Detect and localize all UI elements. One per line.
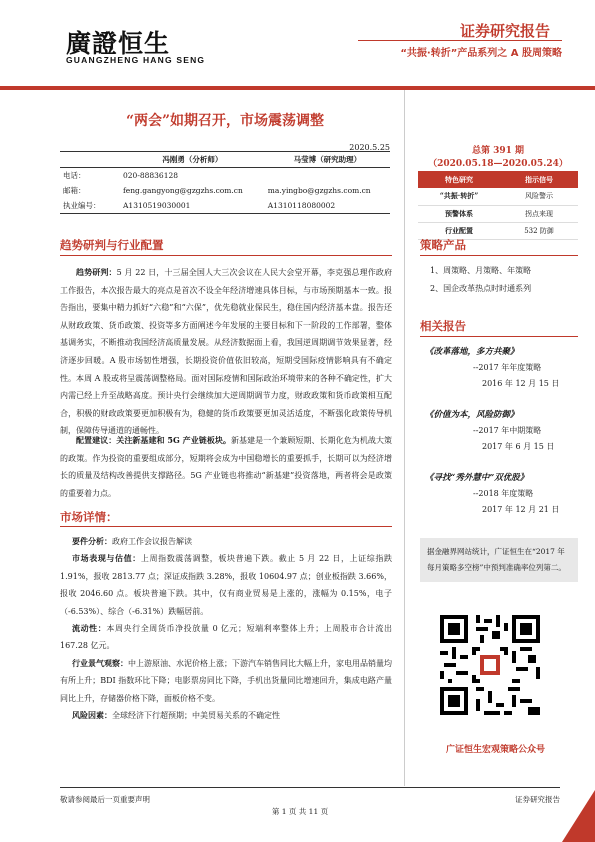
- analyst-email-2[interactable]: ma.yingbo@gzgzhs.com.cn: [267, 186, 371, 195]
- email-label: 邮箱：: [63, 186, 86, 195]
- analyst-phone-2: [265, 168, 390, 184]
- feature-header: 特色研究: [418, 171, 500, 188]
- analyst-table: [60, 151, 390, 214]
- related-report-type: --2018 年度策略: [473, 489, 534, 498]
- report-date: 2020.5.25: [349, 143, 390, 152]
- product-item: 1、周策略、月策略、年策略: [430, 266, 532, 275]
- trend-paragraph: [60, 264, 392, 440]
- footer-rule: [60, 787, 560, 788]
- ranking-note: 据金融界网站统计，广证恒生在“2017 年每月策略多空榜”中预判准确率位列第二。: [420, 538, 578, 582]
- header-divider: [358, 40, 562, 41]
- section-divider: [420, 336, 578, 337]
- analyst-name-2: 马莹博（研究助理）: [265, 152, 390, 168]
- section-divider: [60, 526, 392, 527]
- feature-signal-table: [418, 171, 578, 240]
- page-number: 第 1 页 共 11 页: [271, 807, 329, 816]
- signal-header: 指示信号: [500, 171, 578, 188]
- report-type: 证券研究报告: [459, 22, 550, 40]
- qr-code-icon[interactable]: [440, 615, 540, 715]
- allocation-lead: 配置建议：关注新基建和 5G 产业链板块。: [76, 435, 231, 445]
- related-report-title[interactable]: 《改革落地，多方共聚》: [425, 347, 519, 357]
- products-list: [430, 262, 580, 298]
- column-divider: [404, 90, 405, 786]
- related-report-title[interactable]: 《价值为本，风险防御》: [425, 410, 519, 420]
- market-item: 市场表现与估值：上周指数震荡调整，板块普遍下跌。截止 5 月 22 日，上证综指跌 1.91%，报收 2813.77 点；深证成指跌 3.28%，报收 10604.97 点；创业板指跌 3.66%，报收 2046.60 点。板块普遍下跌。其中，仅有商业贸易是上涨的，涨幅为 0.15%，电子（-6.53%）、综合（-6.31%）跌幅居前。: [60, 553, 392, 616]
- related-report-type: --2017 年中期策略: [473, 426, 542, 435]
- related-report-date: 2016 年 12 月 15 日: [482, 379, 560, 388]
- related-report[interactable]: [425, 471, 575, 515]
- qr-caption: 广证恒生宏观策略公众号: [445, 745, 545, 755]
- corner-decoration: [562, 790, 595, 842]
- analyst-license-1: A1310519030001: [120, 198, 265, 214]
- trend-lead: 趋势研判：: [76, 267, 117, 277]
- related-report-title[interactable]: 《寻找“秀外慧中”双优股》: [425, 473, 529, 483]
- related-report-type: --2017 年年度策略: [473, 363, 542, 372]
- feature-row-value: 拐点来现: [500, 205, 578, 222]
- feature-row-key: 预警体系: [418, 205, 500, 222]
- market-item: 流动性：本周央行全周货币净投放量 0 亿元；短端利率整体上升；上周股市合计流出 167.28 亿元。: [60, 623, 392, 651]
- feature-row-value: 风险警示: [500, 188, 578, 205]
- section-title-trend: 趋势研判与行业配置: [60, 238, 164, 252]
- related-report[interactable]: [425, 408, 575, 452]
- market-item: 要件分析：政府工作会议报告解读: [72, 536, 192, 546]
- analyst-email-1[interactable]: feng.gangyong@gzgzhs.com.cn: [123, 186, 243, 195]
- analyst-phone-1: 020-88836128: [123, 171, 179, 180]
- allocation-paragraph: [60, 432, 392, 502]
- product-item: 2、国企改革热点时时通系列: [430, 284, 532, 293]
- related-title: 相关报告: [420, 319, 466, 333]
- report-title: “两会”如期召开，市场震荡调整: [125, 113, 325, 129]
- trend-text: 5 月 22 日，十三届全国人大三次会议在人民大会堂开幕，李克强总理作政府工作报告，本次报告最大的亮点是首次不设全年经济增速具体目标，与市场预期基本一致。报告指出，要集中精力抓好“六稳”和“六保”，优先稳就业保民生，稳住国内经济基本盘。报告还从财政政策、货币政策、投资等多方面阐述今年发展的主要目标和下一阶段的工作部署，整体基调务实，不断推动我国经济高质量发展。从经济数据面上看，我国逆周期调节效果显著，经济逐步回暖。A 股市场韧性增强，长期投资价值依旧较高，短期受国际疫情影响具有不确定性。本周 A 股或将呈震荡调整格局。面对国际疫情和国际政治环境带来的各种不确定性，扩大内需已经上升至战略高度。预计央行会继续加大逆周期调节力度，财政政策和货币政策相互配合，积极的财政政策要更加积极有为，稳健的货币政策要更加灵活适度，不断强化政策传导机制，保障传导通道的通畅性。: [60, 268, 392, 436]
- issue-number: 总第 391 期: [471, 146, 525, 156]
- related-report-date: 2017 年 12 月 21 日: [482, 505, 560, 514]
- section-divider: [420, 255, 578, 256]
- allocation-text: 新基建是一个兼顾短期、长期化危为机战大策的政策。作为投资的重要组成部分，短期将会成为中国稳增长的重要抓手，长期可以为经济增长的质量及结构改善提供支撑路径。5G 产业链也将推动“新基建”投资落地，两者将会是政策的重要着力点。: [60, 436, 392, 498]
- footer-report-type: 证券研究报告: [515, 795, 560, 804]
- related-report-date: 2017 年 6 月 15 日: [482, 442, 555, 451]
- header-rule: [0, 86, 595, 90]
- products-title: 策略产品: [420, 238, 466, 252]
- logo-english: GUANGZHENG HANG SENG: [66, 55, 206, 65]
- feature-row-value: 532 防御: [500, 222, 578, 239]
- series-name: “共振·转折”产品系列之 A 股周策略: [400, 48, 562, 59]
- issue-date-range: （2020.05.18—2020.05.24）: [428, 159, 568, 169]
- related-report[interactable]: [425, 345, 575, 389]
- market-details: [60, 533, 392, 724]
- section-divider: [60, 255, 392, 256]
- market-item: 风险因素：全球经济下行超预期；中美贸易关系的不确定性: [72, 710, 280, 721]
- analyst-name-1: 冯刚勇（分析师）: [120, 152, 265, 168]
- phone-label: 电话：: [63, 171, 86, 180]
- analyst-license-2: A1310118080002: [265, 198, 390, 214]
- footer-disclaimer-link[interactable]: 敬请参阅最后一页重要声明: [60, 795, 150, 804]
- market-item: 行业景气观察：中上游原油、水泥价格上涨；下游汽车销售同比大幅上升，家电用品销量均有所上升；BDI 指数环比下降；电影票房同比下降，手机出货量同比增速回升，集成电路产量同比上升，存储器价格下降，面板价格不变。: [60, 657, 392, 703]
- logo-chinese: 廣證恒生: [66, 29, 171, 58]
- license-label: 执业编号：: [60, 198, 120, 214]
- section-title-market: 市场详情：: [60, 510, 118, 524]
- feature-row-key: “共振·转折”: [418, 188, 500, 205]
- feature-row-key: 行业配置: [418, 222, 500, 239]
